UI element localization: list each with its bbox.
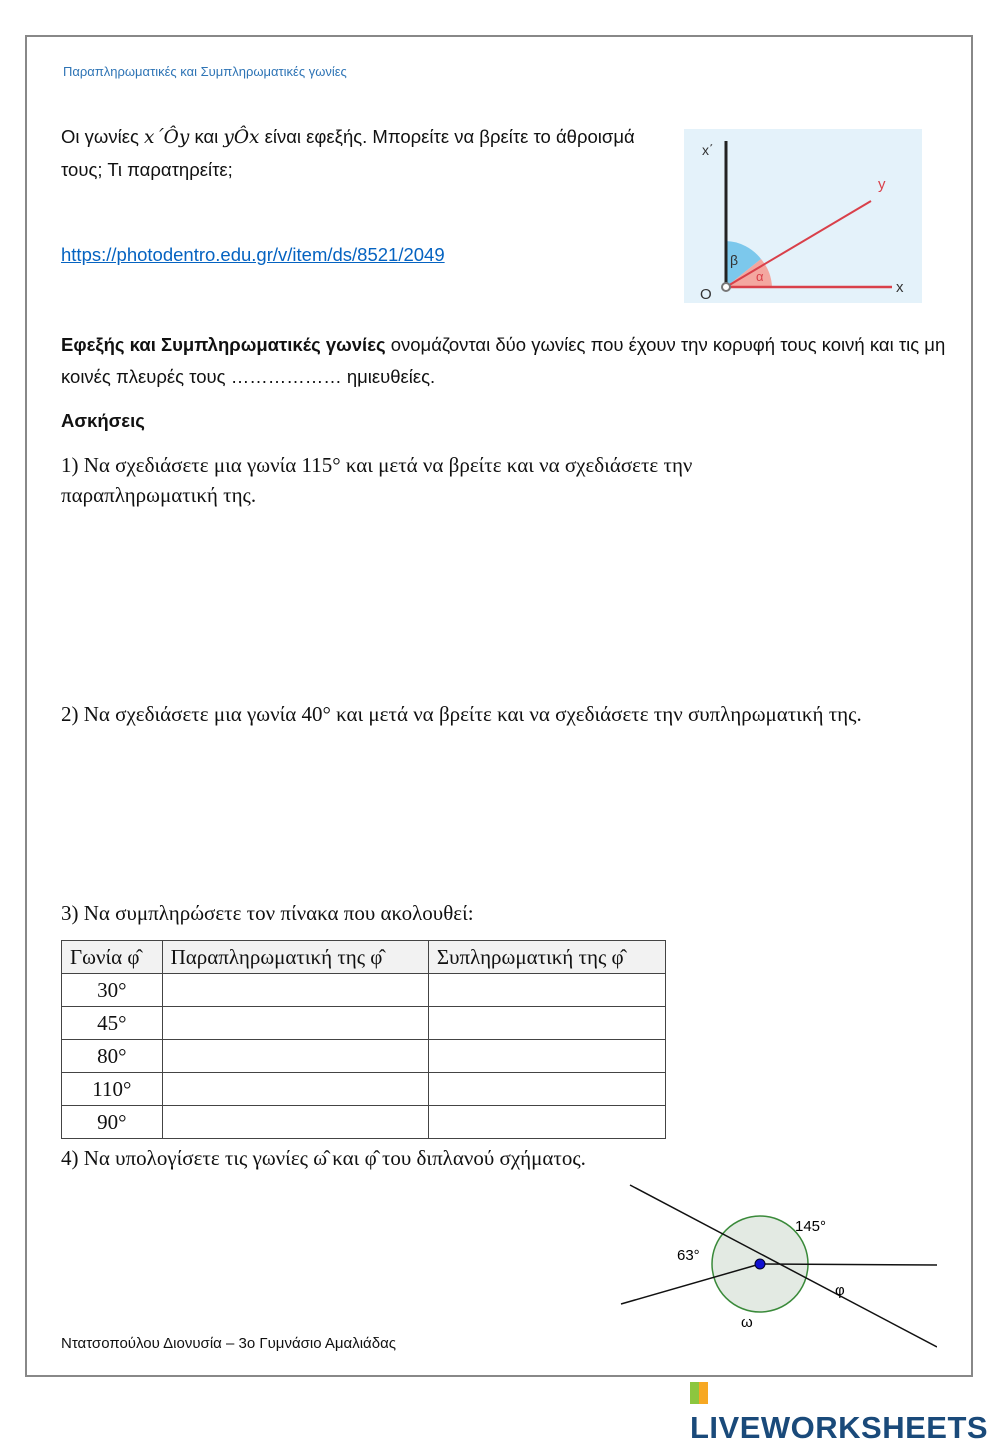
angle-cell: 30° — [62, 974, 163, 1007]
definition-text: ονομάζονται δύο γωνίες που έχουν την κορυφή τους κοινή και τις μη κοινές πλευρές τους ……………… ημιευθείες. — [61, 334, 946, 387]
answer-cell[interactable] — [428, 974, 665, 1007]
exercise-2: 2) Να σχεδιάσετε μια γωνία 40° και μετά να βρείτε και να σχεδιάσετε την συπληρωματική της. — [61, 702, 862, 726]
answer-cell[interactable] — [162, 1073, 428, 1106]
angle-cell: 90° — [62, 1106, 163, 1139]
logo-text: LIVEWORKSHEETS — [690, 1410, 989, 1445]
label-omega: ω — [741, 1314, 753, 1331]
adjacent-angles-figure — [684, 129, 922, 303]
intro-pre: Οι γωνίες — [61, 126, 144, 147]
photodentro-link[interactable]: https://photodentro.edu.gr/v/item/ds/8521/2049 — [61, 244, 445, 265]
table-row — [62, 974, 666, 1007]
table-row — [62, 1106, 666, 1139]
header-supplementary: Παραπληρωματική της φ̂ — [162, 941, 428, 974]
label-alpha: α — [756, 269, 764, 284]
answer-cell[interactable] — [162, 974, 428, 1007]
header-angle: Γωνία φ̂ — [62, 941, 163, 974]
exercise-1: 1) Να σχεδιάσετε μια γωνία 115° και μετά να βρείτε και να σχεδιάσετε την παραπληρωματική της. — [61, 453, 693, 507]
definition-term: Εφεξής και Συμπληρωματικές γωνίες — [61, 334, 386, 355]
angle-1: x΄Ôy — [144, 127, 190, 148]
answer-cell[interactable] — [428, 1007, 665, 1040]
answer-cell[interactable] — [162, 1106, 428, 1139]
exercise-4: 4) Να υπολογίσετε τις γωνίες ω̂ και φ̂ του διπλανού σχήματος. — [61, 1146, 586, 1170]
table-row — [62, 1040, 666, 1073]
label-phi: φ — [835, 1282, 845, 1299]
exercises-title: Ασκήσεις — [61, 410, 145, 431]
label-63: 63° — [677, 1247, 700, 1264]
label-o: O — [700, 286, 712, 303]
footer: Ντατσοπούλου Διονυσία – 3ο Γυμνάσιο Αμαλιάδας — [61, 1335, 396, 1352]
table-row — [62, 1073, 666, 1106]
answer-cell[interactable] — [428, 1073, 665, 1106]
intro-mid: και — [189, 126, 224, 147]
label-xprime: x΄ — [702, 142, 714, 158]
angle-cell: 80° — [62, 1040, 163, 1073]
answer-cell[interactable] — [162, 1040, 428, 1073]
label-y: y — [878, 176, 886, 193]
intro-post: είναι εφεξής. Μπορείτε να βρείτε το άθροισμά τους; Τι παρατηρείτε; — [61, 126, 635, 180]
table-row — [62, 1007, 666, 1040]
angles-table — [61, 940, 666, 1139]
angle-2: yÔx — [223, 127, 260, 148]
angle-cell: 45° — [62, 1007, 163, 1040]
exercise-3: 3) Να συμπληρώσετε τον πίνακα που ακολουθεί: — [61, 901, 474, 925]
answer-cell[interactable] — [162, 1007, 428, 1040]
answer-cell[interactable] — [428, 1106, 665, 1139]
intro-text — [61, 121, 661, 186]
logo-icon — [690, 1382, 708, 1404]
header-complementary: Συπληρωματική της φ̂ — [428, 941, 665, 974]
label-beta: β — [730, 252, 739, 268]
page-header: Παραπληρωματικές και Συμπληρωματικές γωνίες — [63, 64, 347, 79]
definition — [61, 329, 951, 393]
angle-cell: 110° — [62, 1073, 163, 1106]
label-x: x — [896, 279, 904, 296]
answer-cell[interactable] — [428, 1040, 665, 1073]
liveworksheets-logo — [690, 1374, 1000, 1446]
worksheet-page — [25, 35, 973, 1377]
intersecting-lines-figure — [617, 1177, 937, 1357]
label-145: 145° — [795, 1218, 827, 1235]
